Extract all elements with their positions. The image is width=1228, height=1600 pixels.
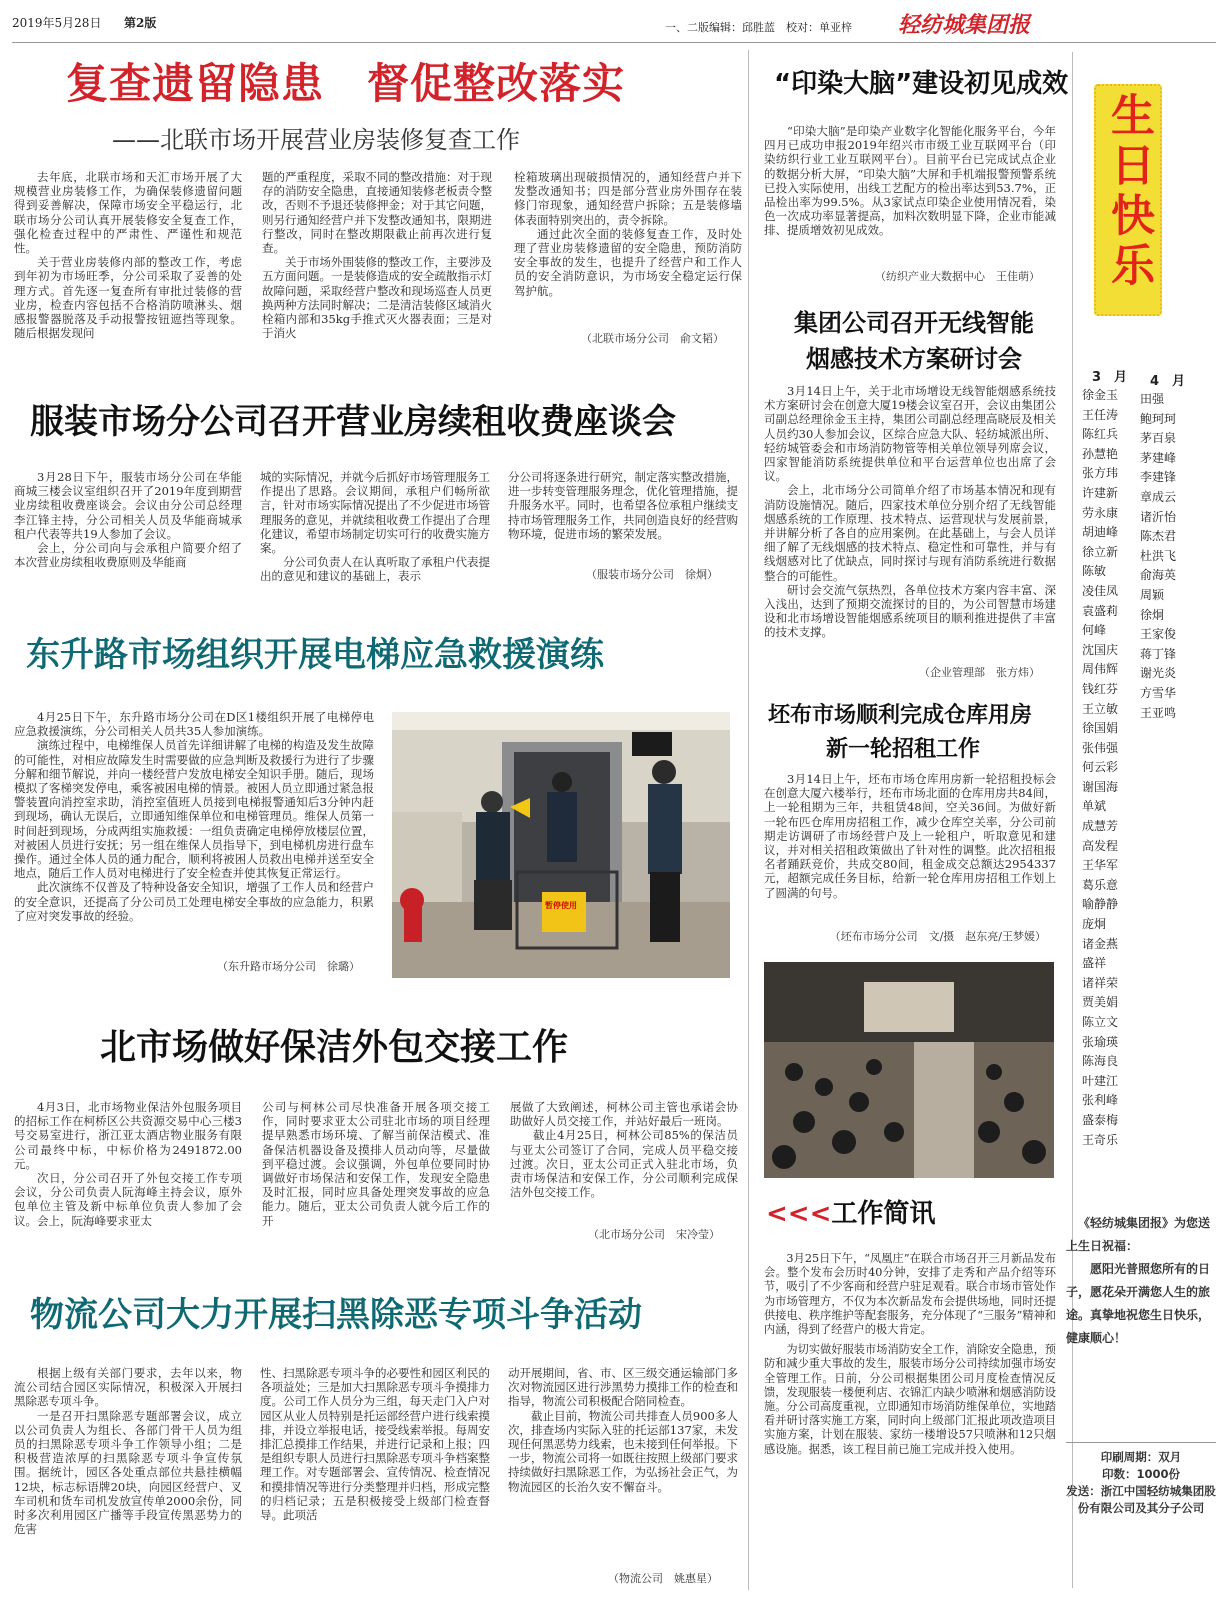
birthday-name: 谢光炎 (1140, 666, 1177, 681)
article2-col3: 分公司将逐条进行研究，制定落实整改措施，进一步转变管理服务理念，优化管理措施，提升服务水平。同时，也希望各位承租户继续支持市场管理服务工作，共同创造良好的经营购物环境，促进市场的繁荣发展。 (508, 470, 738, 541)
article1-title: 复查遗留隐患 督促整改落实 (66, 59, 626, 108)
distribution: 发送：浙江中国轻纺城集团股份有限公司及其分子公司 (1066, 1484, 1216, 1515)
birthday-name: 袁盛莉 (1082, 603, 1119, 618)
birthday-name: 何云彩 (1082, 760, 1119, 775)
birthday-title: 生日快乐 (1103, 92, 1154, 292)
birthday-name: 盛祥 (1082, 956, 1107, 971)
article3-byline: （东升路市场分公司 徐璐） (217, 960, 360, 973)
birthday-name: 田强 (1140, 392, 1165, 406)
header-edition: 第2版 (124, 16, 157, 30)
birthday-april-names (1140, 390, 1210, 723)
print-count: 印数：1000份 (1101, 1467, 1180, 1481)
birthday-name: 胡迪峰 (1082, 525, 1119, 540)
birthday-name: 周伟辉 (1082, 662, 1119, 677)
article4-byline: （北市场分公司 宋冷莹） (588, 1228, 720, 1241)
birthday-name: 盛泰梅 (1082, 1112, 1119, 1127)
article7-byline: （企业管理部 张方炜） (919, 666, 1040, 679)
birthday-march-names (1082, 386, 1142, 1150)
birthday-name: 叶建江 (1082, 1073, 1119, 1088)
birthday-name: 沈国庆 (1082, 642, 1119, 657)
birthday-name: 徐立新 (1082, 544, 1119, 559)
article4-col1: 4月3日，北市场物业保洁外包服务项目的招标工作在柯桥区公共资源交易中心三楼3号交易室进行，浙江亚太酒店物业服务有限公司最终中标，中标价格为2491872.00元。 次日，分公司召开了外包交接工作专项会议，分公司负责人阮海峰主持会议，原外包单位主管及新中标单位负责人参加了会议。会上，阮海峰要求亚太 (14, 1100, 242, 1228)
article5-title: 物流公司大力开展扫黑除恶专项斗争活动 (30, 1295, 642, 1335)
article8-body: 3月14日上午，坯布市场仓库用房新一轮招租投标会在创意大厦六楼举行，坯布市场北面的仓库用房共84间，上一轮租期为三年，共租赁48间，空关36间。为做好新一轮布匹仓库用房招租工作，减少仓库空关率，分公司前期走访调研了市场经营户及上一轮租户，听取意见和建议，并对相关招租政策做出了针对性的调整。此次招租报名者踊跃竞价，共成交80间，租金成交总额达2954337元，超额完成任务目标，给新一轮仓库用房招租工作划上了圆满的句号。 (764, 772, 1056, 900)
birthday-name: 陈敏 (1082, 564, 1107, 579)
birthday-name: 诸金燕 (1082, 936, 1119, 951)
article7-body: 3月14日上午，关于北市场增设无线智能烟感系统技术方案研讨会在创意大厦19楼会议室召开，会议由集团公司副总经理徐金玉主持，集团公司副总经理高晓辰及相关人员约30人参加会议，区综合应急大队、轻纺城派出所、轻纺城管委会和市场消防物管等相关单位领导列席会议，四家智能消防系统提供单位和平台运营单位也出席了会议。 会上，北市场分公司简单介绍了市场基本情况和现有消防设施情况。随后，四家技术单位分别介绍了无线智能烟感系统的工作原理、技术特点、运营现状与发展前景，并讲解分析了各自的应用案例。在此基础上，与会人员详细了解了无线烟感的技术特点、稳定性和可靠性，并与有线烟感对比了优缺点，同时探讨与现有消防系统进行数据整合的可能性。 研讨会交流气氛热烈，各单位技术方案内容丰富、深入浅出，达到了预期交流探讨的目的，为公司智慧市场建设和北市场增设智能烟感系统项目的顺利推进提供了丰富的技术支撑。 (764, 384, 1056, 640)
article2-byline: （服装市场分公司 徐炯） (586, 568, 718, 581)
article4-col3: 展做了大致阐述，柯林公司主管也承诺会协助做好人员交接工作，并站好最后一班岗。 截止4月25日，柯林公司85%的保洁员与亚太公司签订了合同，完成人员平稳交接过渡。次日，亚太公司正式入驻北市场，负责市场保洁和安保工作，分公司顺利完成保洁外包交接工作。 (510, 1100, 738, 1200)
birthday-name: 徐国娟 (1082, 721, 1119, 736)
article5-col2: 性、扫黑除恶专项斗争的必要性和园区利民的各项益处；三是加大扫黑除恶专项斗争摸排力度。公司工作人员分为三组，每天走门入户对园区从业人员特别是托运部经营户进行线索摸排，并设立举报电话，接受线索举报。每周安排汇总摸排工作结果，并进行记录和上报；四是组织专职人员进行扫黑除恶专项斗争档案整理工作。对专题部署会、宣传情况、检查情况和摸排情况等进行分类整理并归档，形成完整的归档记录；五是积极接受上级部门检查督导。此项活 (260, 1366, 490, 1523)
birthday-name: 李建锋 (1140, 470, 1177, 485)
article8-byline: （坯布市场分公司 文/摄 赵东亮/王梦媛） (829, 930, 1046, 943)
article7-title-line2: 烟感技术方案研讨会 (806, 345, 1022, 373)
birthday-name: 诸沂怡 (1140, 509, 1177, 524)
birthday-name: 张伟强 (1082, 740, 1119, 755)
birthday-name: 王任涛 (1082, 407, 1119, 422)
birthday-name: 高发程 (1082, 838, 1119, 853)
birthday-name: 王奇乐 (1082, 1132, 1119, 1147)
arrows-icon: <<< (766, 1199, 832, 1229)
birthday-name: 鲍珂珂 (1140, 411, 1177, 426)
meeting-photo (764, 962, 1054, 1178)
article1-subtitle: ——北联市场开展营业房装修复查工作 (112, 126, 520, 154)
birthday-name: 诸祥荣 (1082, 975, 1119, 990)
birthday-name: 蒋丁锋 (1140, 646, 1177, 661)
masthead: 轻纺城集团报 (898, 12, 1031, 38)
article2-title: 服装市场分公司召开营业房续租收费座谈会 (30, 402, 676, 442)
article5-col1: 根据上级有关部门要求，去年以来，物流公司结合园区实际情况，积极深入开展扫黑除恶专项斗争。 一是召开扫黑除恶专题部署会议，成立以公司负责人为组长、各部门骨干人员为组员的扫黑除恶专项斗争工作领导小组；二是积极营造浓厚的扫黑除恶专项斗争宣传氛围。据统计，园区各处重点部位共悬挂横幅12块，标志标语牌20块，向园区经营户、叉车司机和货车司机发放宣传单2000余份，同时多次利用园区广播等手段宣传黑恶势力的危害 (14, 1366, 242, 1537)
birthday-name: 陈立文 (1082, 1015, 1119, 1029)
elevator-drill-photo (392, 712, 730, 978)
print-cycle: 印刷周期：双月 (1100, 1450, 1182, 1464)
column-divider (748, 50, 749, 1590)
birthday-name: 谢国海 (1082, 779, 1119, 794)
birthday-name: 贾美娟 (1082, 995, 1119, 1010)
birthday-name: 陈海良 (1082, 1054, 1119, 1069)
birthday-name: 陈杰君 (1140, 529, 1177, 544)
article1-byline: （北联市场分公司 俞文韬） (581, 332, 724, 345)
article1-col2: 题的严重程度，采取不同的整改措施：对于现存的消防安全隐患，直接通知装修老板责令整改，否则不予退还装修押金；对于其它问题，则另行通知经营户并下发整改通知书，限期进行整改，同时在整改期限截止前再次进行复查。 关于市场外围装修的整改工作，主要涉及五方面问题。一是装修造成的安全疏散指示灯故障问题，采取经营户整改和现场巡查人员更换两种方法同时解决；二是清洁装修区域消火栓箱内部和35kg手推式灭火器表面；三是对于消火 (262, 170, 492, 341)
birthday-name: 单斌 (1082, 799, 1107, 814)
article1-col1: 去年底，北联市场和天汇市场开展了大规模营业房装修工作，为确保装修遗留问题得到妥善解决，保障市场安全平稳运行，北联市场分公司认真开展装修安全复查工作，强化检查过程中的严肃性、严谨性和规范性。 关于营业房装修内部的整改工作，考虑到年初为市场旺季，分公司采取了妥善的处理方式。首先逐一复查所有审批过装修的营业房，检查内容包括不合格消防喷淋头、烟感报警器脱落及手动报警按钮遮挡等现象。随后根据发现问 (14, 170, 242, 341)
birthday-name: 庞炯 (1082, 917, 1107, 932)
birthday-name: 杜洪飞 (1140, 548, 1177, 563)
elevator-scene-illustration (392, 712, 730, 978)
birthday-name: 张方玮 (1082, 466, 1119, 481)
birthday-name: 王家俊 (1140, 627, 1177, 642)
birthday-name: 张瑜瑛 (1082, 1034, 1119, 1049)
birthday-name: 茅建峰 (1140, 450, 1177, 465)
article1-col3: 栓箱玻璃出现破损情况的，通知经营户并下发整改通知书；四是部分营业房外围存在装修门帘现象，通知经营户拆除；五是装修墙体表面特别突出的，责令拆除。 通过此次全面的装修复查工作，及时处理了营业房装修遗留的安全隐患，预防消防安全事故的发生，也提升了经营户和工作人员的安全消防意识，为市场安全稳定运行保驾护航。 (514, 170, 742, 298)
article2-col2: 城的实际情况，并就今后抓好市场管理服务工作提出了思路。会议期间，承租户们畅所欲言，针对市场实际情况提出了不少促进市场管理服务的意见，并就续租收费工作提出了合理化建议，希望市场制定切实可行的收费实施方案。 分公司负责人在认真听取了承租户代表提出的意见和建议的基础上，表示 (260, 470, 490, 584)
birthday-name: 成慧芳 (1082, 819, 1119, 834)
meeting-room-illustration (764, 962, 1054, 1178)
article5-byline: （物流公司 姚惠星） (608, 1572, 718, 1585)
birthday-name: 徐金玉 (1082, 388, 1119, 402)
birthday-name: 方雪华 (1140, 685, 1177, 700)
birthday-name: 王亚鸣 (1140, 705, 1177, 720)
birthday-name: 俞海英 (1140, 568, 1177, 583)
article6-title: “印染大脑”建设初见成效 (774, 69, 1069, 99)
birthday-name: 葛乐意 (1082, 877, 1119, 892)
article9-body: 3月25日下午，“凤凰庄”在联合市场召开三月新品发布会。整个发布会历时40分钟，安排了走秀和产品介绍等环节，吸引了不少客商和经营户驻足观看。联合市场市管处作为市场管理方，不仅为本次新品发布会提供场地，同时还提供接电、秩序维护等配套服务，充分体现了“三服务”精神和内涵，得到了经营户的极大肯定。 为切实做好服装市场消防安全工作，消除安全隐患，预防和减少重大事故的发生，服装市场分公司持续加强市场安全管理工作。日前，分公司根据集团公司月度检查情况反馈，发现服装一楼便利店、衣锦汇内缺少喷淋和烟感消防设施。分公司高度重视，立即通知市场消防维保单位，实地踏看并研讨落实施工方案，同时向上级部门汇报此项改造项目实施方案，计划在服装、家纺一楼增设57只喷淋和12只烟感设施。据悉，该工程目前已施工完成并投入使用。 (764, 1252, 1056, 1456)
birthday-greeting: 《轻纺城集团报》为您送上生日祝福： 愿阳光普照您所有的日子，愿花朵开满您人生的旅途。真挚地祝您生日快乐，健康顺心！ (1066, 1216, 1211, 1345)
article7-title-line1: 集团公司召开无线智能 (794, 309, 1034, 337)
birthday-name: 王立敏 (1082, 701, 1119, 716)
article8-title-line2: 新一轮招租工作 (826, 737, 981, 762)
birthday-name: 喻静静 (1082, 897, 1119, 912)
header-date: 2019年5月28日 (12, 16, 102, 30)
birthday-name: 章成云 (1140, 489, 1177, 504)
print-info (1066, 1442, 1216, 1517)
article4-title: 北市场做好保洁外包交接工作 (100, 1027, 569, 1068)
birthday-name: 王华军 (1082, 858, 1119, 873)
header-bar (12, 8, 1216, 43)
birthday-name: 张利峰 (1082, 1093, 1119, 1108)
birthday-name: 陈红兵 (1082, 427, 1119, 442)
article9-title: <<<工作简讯 (766, 1199, 936, 1229)
birthday-april-label: 4 月 (1150, 374, 1186, 389)
birthday-name: 劳永康 (1082, 505, 1119, 520)
elevator-sign-text: 暂停使用 (545, 901, 577, 910)
article2-col1: 3月28日下午，服装市场分公司在华能商城三楼会议室组织召开了2019年度到期营业房续租收费座谈会。会议由分公司总经理李江锋主持，分公司相关人员及华能商城承租户代表等共19人参加了会议。 会上，分公司向与会承租户简要介绍了本次营业房续租收费原则及华能商 (14, 470, 242, 570)
article5-col3: 动开展期间，省、市、区三级交通运输部门多次对物流园区进行涉黑势力摸排工作的检查和指导，物流公司积极配合陪同检查。 截止目前，物流公司共排查人员900多人次，排查场内实际入驻的托运部137家，未发现任何黑恶势力线索，也未接到任何举报。下一步，物流公司将一如既往按照上级部门要求持续做好扫黑除恶工作，为弘扬社会正气，为物流园区的长治久安不懈奋斗。 (508, 1366, 738, 1494)
birthday-name: 何峰 (1082, 623, 1107, 638)
birthday-name: 茅百泉 (1140, 431, 1177, 446)
birthday-name: 凌佳凤 (1082, 583, 1119, 598)
birthday-march-label: 3 月 (1092, 370, 1128, 385)
article6-body: “印染大脑”是印染产业数字化智能化服务平台，今年四月已成功申报2019年绍兴市市级工业互联网平台（印染纺织行业工业互联网平台）。目前平台已完成试点企业的数据分析大屏，“印染大脑”大屏和手机端报警预警系统已投入实际使用，出线工艺配方的检出率达到53.7%，正品检出率为99.5%。从3家试点印染企业使用情况看，染色一次成功率显著提高，加料次数明显下降，企业市能减排、提质增效初见成效。 (764, 124, 1056, 238)
birthday-name: 周颖 (1140, 587, 1165, 602)
article8-title-line1: 坯布市场顺利完成仓库用房 (768, 703, 1033, 728)
birthday-name: 孙慧艳 (1082, 446, 1119, 461)
article3-body: 4月25日下午，东升路市场分公司在D区1楼组织开展了电梯停电应急救援演练，分公司相关人员共35人参加演练。 演练过程中，电梯维保人员首先详细讲解了电梯的构造及发生故障的可能性，对相应故障发生时需要做的应急判断及救援行为进行了步骤分解和细节解说，并向一楼经营户发放电梯安全知识手册。随后，现场模拟了客梯突发停电，乘客被困电梯的情景。被困人员立即通过紧急报警装置向消控室求助，消控室值班人员接到电梯报警通知后3分钟内赶到现场，确认无误后，立即通知维保单位和电梯管理员。维保人员第一时间赶到现场，分成两组实施救援：一组负责确定电梯停放楼层位置，对被困人员进行安抚；另一组在维保人员指导下，到电梯机房进行盘车操作。通过全体人员的通力配合，顺利将被困人员救出电梯并送至安全地点，随后工作人员对电梯进行了安全检查并使其恢复正常运行。 此次演练不仅普及了特种设备安全知识，增强了工作人员和经营户的安全意识，还提高了分公司员工处理电梯安全事故的应急能力，积累了应对突发事故的经验。 (14, 710, 374, 923)
birthday-name: 徐炯 (1140, 607, 1165, 622)
birthday-name: 许建新 (1082, 485, 1119, 500)
article4-col2: 公司与柯林公司尽快准备开展各项交接工作，同时要求亚太公司驻北市场的项目经理提早熟悉市场环境、了解当前保洁模式、准备保洁机器设备及摸排人员动向等，尽量做到平稳过渡。会议强调，外包单位要同时协调做好市场保洁和安保工作，发现安全隐患及时汇报，同时应具备处理突发事故的应急能力。随后，亚太公司负责人就今后工作的开 (262, 1100, 490, 1228)
article3-title: 东升路市场组织开展电梯应急救援演练 (26, 635, 604, 675)
birthday-name: 钱红芬 (1082, 681, 1119, 696)
birthday-banner (1094, 84, 1162, 316)
article6-byline: （纺织产业大数据中心 王佳萌） (875, 270, 1040, 283)
header-editors: 一、二版编辑：邱胜蓝 校对：单亚梓 (665, 21, 852, 34)
